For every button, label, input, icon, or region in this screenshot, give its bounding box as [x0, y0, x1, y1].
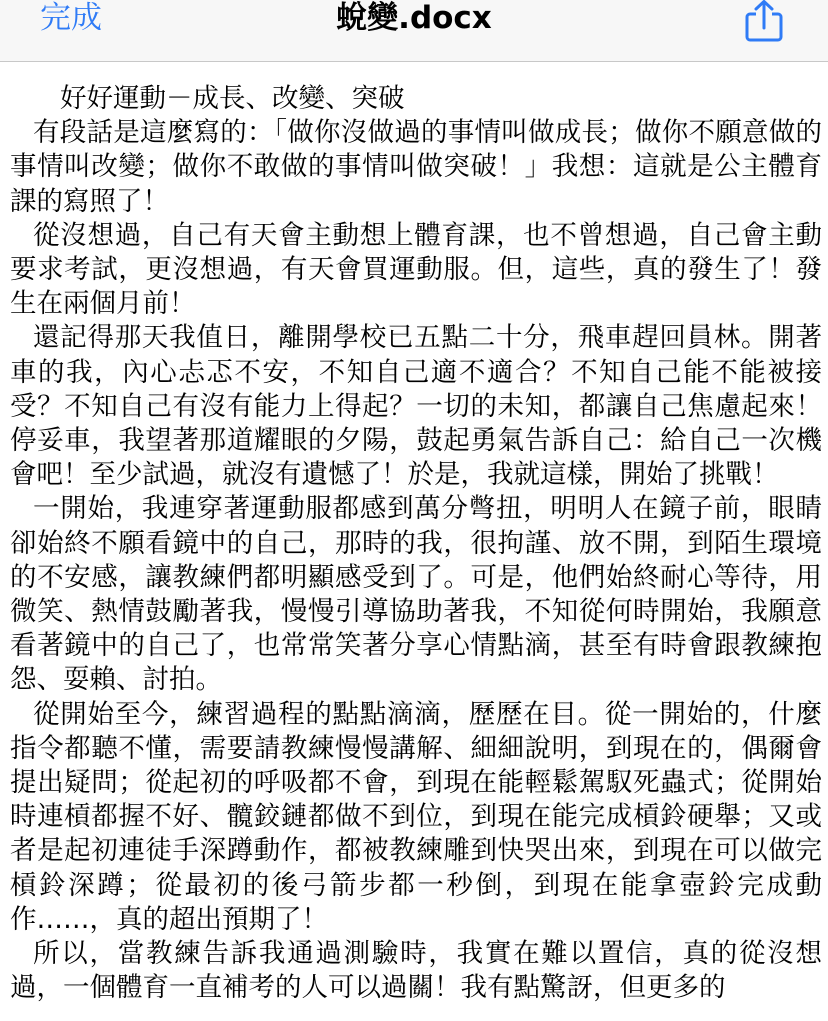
share-button[interactable]: [744, 0, 784, 42]
paragraph: 從沒想過，自己有天會主動想上體育課，也不曾想過，自己會主動要求考試，更沒想過，有天會買運動服。但，這些，真的發生了！發生在兩個月前！: [10, 219, 822, 320]
document-title: 蛻變.docx: [336, 0, 492, 36]
navigation-bar: [0, 0, 828, 62]
paragraph: 所以，當教練告訴我通過測驗時，我實在難以置信，真的從沒想過，一個體育一直補考的人可以過關！我有點驚訝，但更多的: [10, 938, 822, 1004]
document-body: [0, 82, 828, 1005]
paragraph: 有段話是這麼寫的：「做你沒做過的事情叫做成長；做你不願意做的事情叫改變；做你不敢做的事情叫做突破！」我想：這就是公主體育課的寫照了！: [10, 117, 822, 217]
share-icon: [744, 0, 784, 42]
paragraph: 一開始，我連穿著運動服都感到萬分彆扭，明明人在鏡子前，眼睛卻始終不願看鏡中的自己，那時的我，很拘謹、放不開，到陌生環境的不安感，讓教練們都明顯感受到了。可是，他們始終耐心等待，用微笑、熱情鼓勵著我，慢慢引導協助著我，不知從何時開始，我願意看著鏡中的自己了，也常常笑著分享心情點滴，甚至有時會跟教練抱怨、耍賴、討拍。: [10, 493, 822, 696]
done-button[interactable]: 完成: [40, 0, 102, 36]
document-heading: 好好運動－成長、改變、突破: [60, 83, 405, 114]
paragraph: 還記得那天我值日，離開學校已五點二十分，飛車趕回員林。開著車的我，內心忐忑不安，不知自己適不適合？不知自己能不能被接受？不知自己有沒有能力上得起？一切的未知，都讓自己焦慮起來！停妥車，我望著那道耀眼的夕陽，鼓起勇氣告訴自己：給自己一次機會吧！至少試過，就沒有遺憾了！於是，我就這樣，開始了挑戰！: [10, 322, 822, 491]
paragraph: 從開始至今，練習過程的點點滴滴，歷歷在目。從一開始的，什麼指令都聽不懂，需要請教練慢慢講解、細細說明，到現在的，偶爾會提出疑問；從起初的呼吸都不會，到現在能輕鬆駕馭死蟲式；從開始時連槓都握不好、髖鉸鏈都做不到位，到現在能完成槓鈴硬舉；又或者是起初連徒手深蹲動作，都被教練雕到快哭出來，到現在可以做完槓鈴深蹲；從最初的後弓箭步都一秒倒，到現在能拿壺鈴完成動作……，真的超出預期了！: [10, 698, 822, 935]
